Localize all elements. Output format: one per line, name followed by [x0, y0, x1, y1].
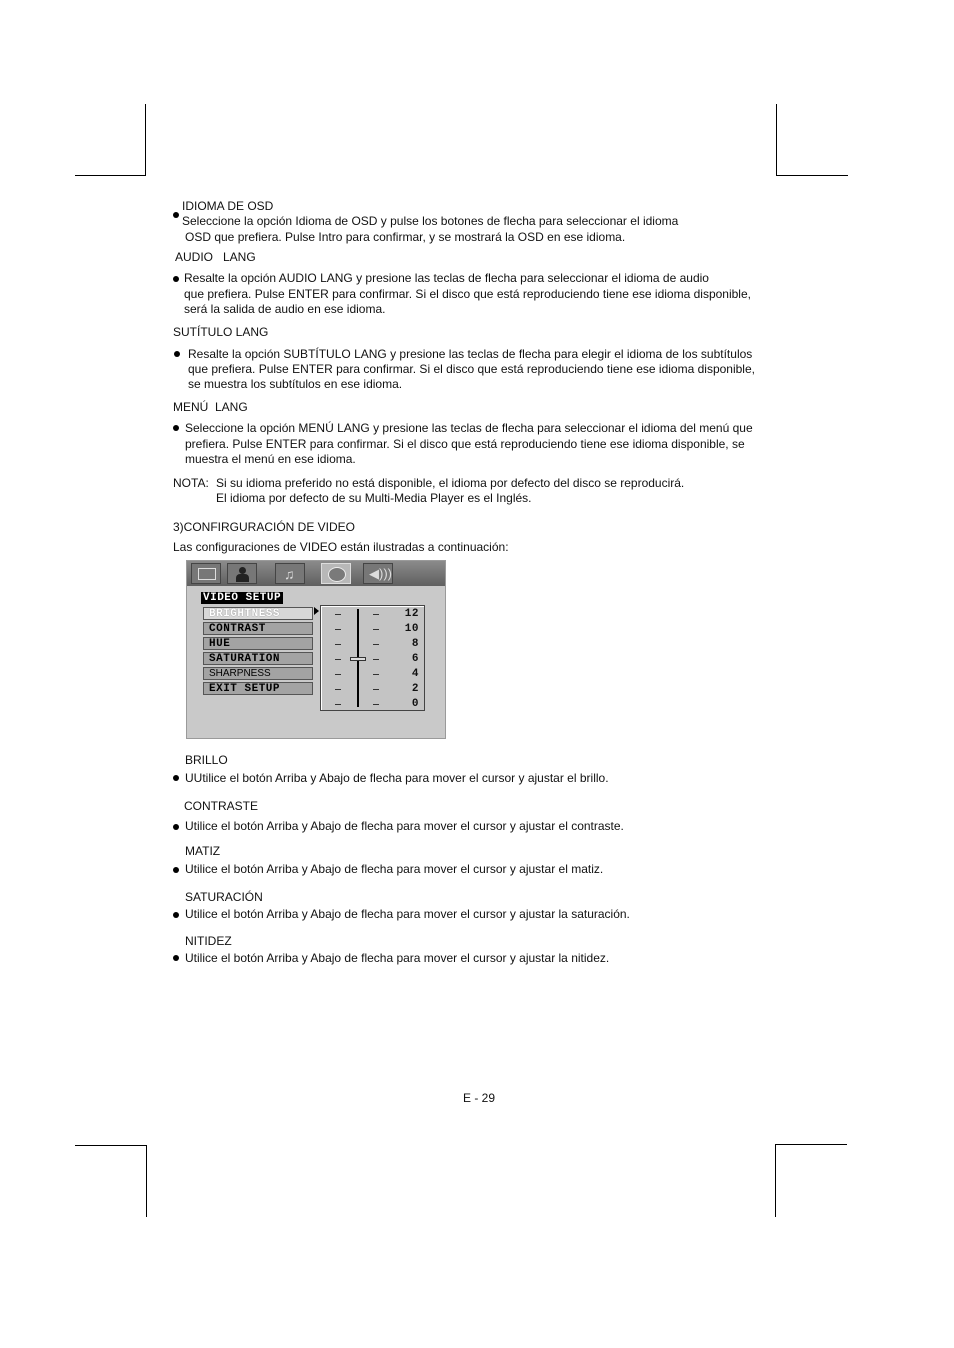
brillo-text: UUtilice el botón Arriba y Abajo de flecha para mover el cursor y ajustar el brillo.: [185, 771, 609, 785]
person-icon: [227, 563, 257, 584]
scale-tick: [335, 659, 341, 660]
scale-tick: [335, 689, 341, 690]
scale-tick: [373, 629, 379, 630]
osd-title: VIDEO SETUP: [203, 592, 282, 604]
scale-value: 0: [411, 698, 419, 710]
scale-tick: [335, 629, 341, 630]
osd-menu: [201, 605, 315, 697]
osd-item-sharpness[interactable]: SHARPNESS: [203, 667, 313, 680]
scale-value: 10: [404, 623, 419, 635]
osd-item-hue[interactable]: HUE: [203, 637, 313, 650]
matiz-heading: MATIZ: [185, 844, 221, 858]
music-note-icon: ♫: [275, 563, 305, 584]
contraste-heading: CONTRASTE: [184, 799, 259, 813]
slider-knob[interactable]: [350, 657, 366, 661]
audio-text-1: Resalte la opción AUDIO LANG y presione las teclas de flecha para seleccionar el idioma de audio: [184, 271, 709, 285]
bullet: [173, 425, 179, 431]
scale-tick: [373, 614, 379, 615]
bullet: [173, 912, 179, 918]
scale-value: 12: [404, 608, 419, 620]
brillo-heading: BRILLO: [185, 753, 228, 767]
page-number: E - 29: [463, 1091, 496, 1105]
audio-text-2: que prefiera. Pulse ENTER para confirmar. Si el disco que está reproduciendo tiene ese idioma disponible,: [184, 287, 751, 301]
video-intro: Las configuraciones de VIDEO están ilustradas a continuación:: [173, 540, 509, 554]
scale-value: 4: [411, 668, 419, 680]
bullet: [173, 775, 179, 781]
scale-tick: [373, 704, 379, 705]
osd-text-1: Seleccione la opción Idioma de OSD y pulse los botones de flecha para seleccionar el idioma: [182, 214, 679, 228]
video-setup-screenshot: [186, 560, 446, 739]
scale-tick: [373, 659, 379, 660]
scale-tick: [373, 644, 379, 645]
menu-text-3: muestra el menú en ese idioma.: [185, 452, 356, 466]
nitidez-heading: NITIDEZ: [185, 934, 232, 948]
osd-item-contrast[interactable]: CONTRAST: [203, 622, 313, 635]
scale-tick: [335, 674, 341, 675]
audio-heading: AUDIO LANG: [175, 250, 256, 264]
subtitle-heading: SUTÍTULO LANG: [173, 325, 269, 339]
menu-text-1: Seleccione la opción MENÚ LANG y presione las teclas de flecha para seleccionar el idioma del menú que: [185, 421, 753, 435]
scale-tick: [335, 614, 341, 615]
nitidez-text: Utilice el botón Arriba y Abajo de flecha para mover el cursor y ajustar la nitidez.: [185, 951, 610, 965]
note-label: NOTA:: [173, 476, 209, 490]
scale-value: 6: [411, 653, 419, 665]
bullet: [174, 351, 180, 357]
subtitle-text-2: que prefiera. Pulse ENTER para confirmar. Si el disco que está reproduciendo tiene ese idioma disponible,: [188, 362, 755, 376]
bullet: [173, 276, 179, 282]
scale-tick: [373, 689, 379, 690]
bullet: [173, 867, 179, 873]
video-heading: 3)CONFIRGURACIÓN DE VIDEO: [173, 520, 356, 534]
osd-item-exit-setup[interactable]: EXIT SETUP: [203, 682, 313, 695]
crop-mark: [776, 175, 848, 176]
crop-mark: [75, 175, 146, 176]
osd-item-saturation[interactable]: SATURATION: [203, 652, 313, 665]
menu-text-2: prefiera. Pulse ENTER para confirmar. Si el disco que está reproduciendo tiene ese idioma disponible, se: [185, 437, 745, 451]
matiz-text: Utilice el botón Arriba y Abajo de flecha para mover el cursor y ajustar el matiz.: [185, 862, 604, 876]
scale-value: 8: [411, 638, 419, 650]
crop-mark: [146, 1145, 147, 1217]
crop-mark: [775, 1144, 776, 1217]
scale-tick: [335, 704, 341, 705]
speaker-icon: ◀))): [363, 563, 393, 584]
note-text-1: Si su idioma preferido no está disponible, el idioma por defecto del disco se reproducirá.: [216, 476, 685, 490]
osd-item-brightness[interactable]: BRIGHTNESS: [203, 607, 313, 620]
osd-tab-bar: [187, 561, 445, 586]
bullet: [173, 955, 179, 961]
osd-text-2: OSD que prefiera. Pulse Intro para confirmar, y se mostrará la OSD en ese idioma.: [185, 230, 626, 244]
scale-tick: [335, 644, 341, 645]
video-disc-icon: [321, 563, 351, 584]
saturacion-text: Utilice el botón Arriba y Abajo de flecha para mover el cursor y ajustar la saturación.: [185, 907, 630, 921]
note-text-2: El idioma por defecto de su Multi-Media Player es el Inglés.: [216, 491, 532, 505]
selection-arrow-icon: [314, 607, 319, 615]
crop-mark: [145, 104, 146, 176]
saturacion-heading: SATURACIÓN: [185, 890, 263, 904]
osd-heading: IDIOMA DE OSD: [182, 199, 274, 213]
audio-text-3: será la salida de audio en ese idioma.: [184, 302, 386, 316]
contraste-text: Utilice el botón Arriba y Abajo de flecha para mover el cursor y ajustar el contraste.: [185, 819, 624, 833]
crop-mark: [775, 1144, 847, 1145]
subtitle-text-1: Resalte la opción SUBTÍTULO LANG y presione las teclas de flecha para elegir el idioma de los subtítulos: [188, 347, 753, 361]
scale-value: 2: [411, 683, 419, 695]
scale-tick: [373, 674, 379, 675]
menu-heading: MENÚ LANG: [173, 400, 248, 414]
osd-level-scale[interactable]: [320, 605, 425, 711]
bullet: [173, 824, 179, 830]
crop-mark: [776, 104, 777, 176]
crop-mark: [75, 1145, 147, 1146]
bullet: [173, 212, 179, 218]
tv-icon: [191, 563, 221, 584]
subtitle-text-3: se muestra los subtítulos en ese idioma.: [188, 377, 403, 391]
